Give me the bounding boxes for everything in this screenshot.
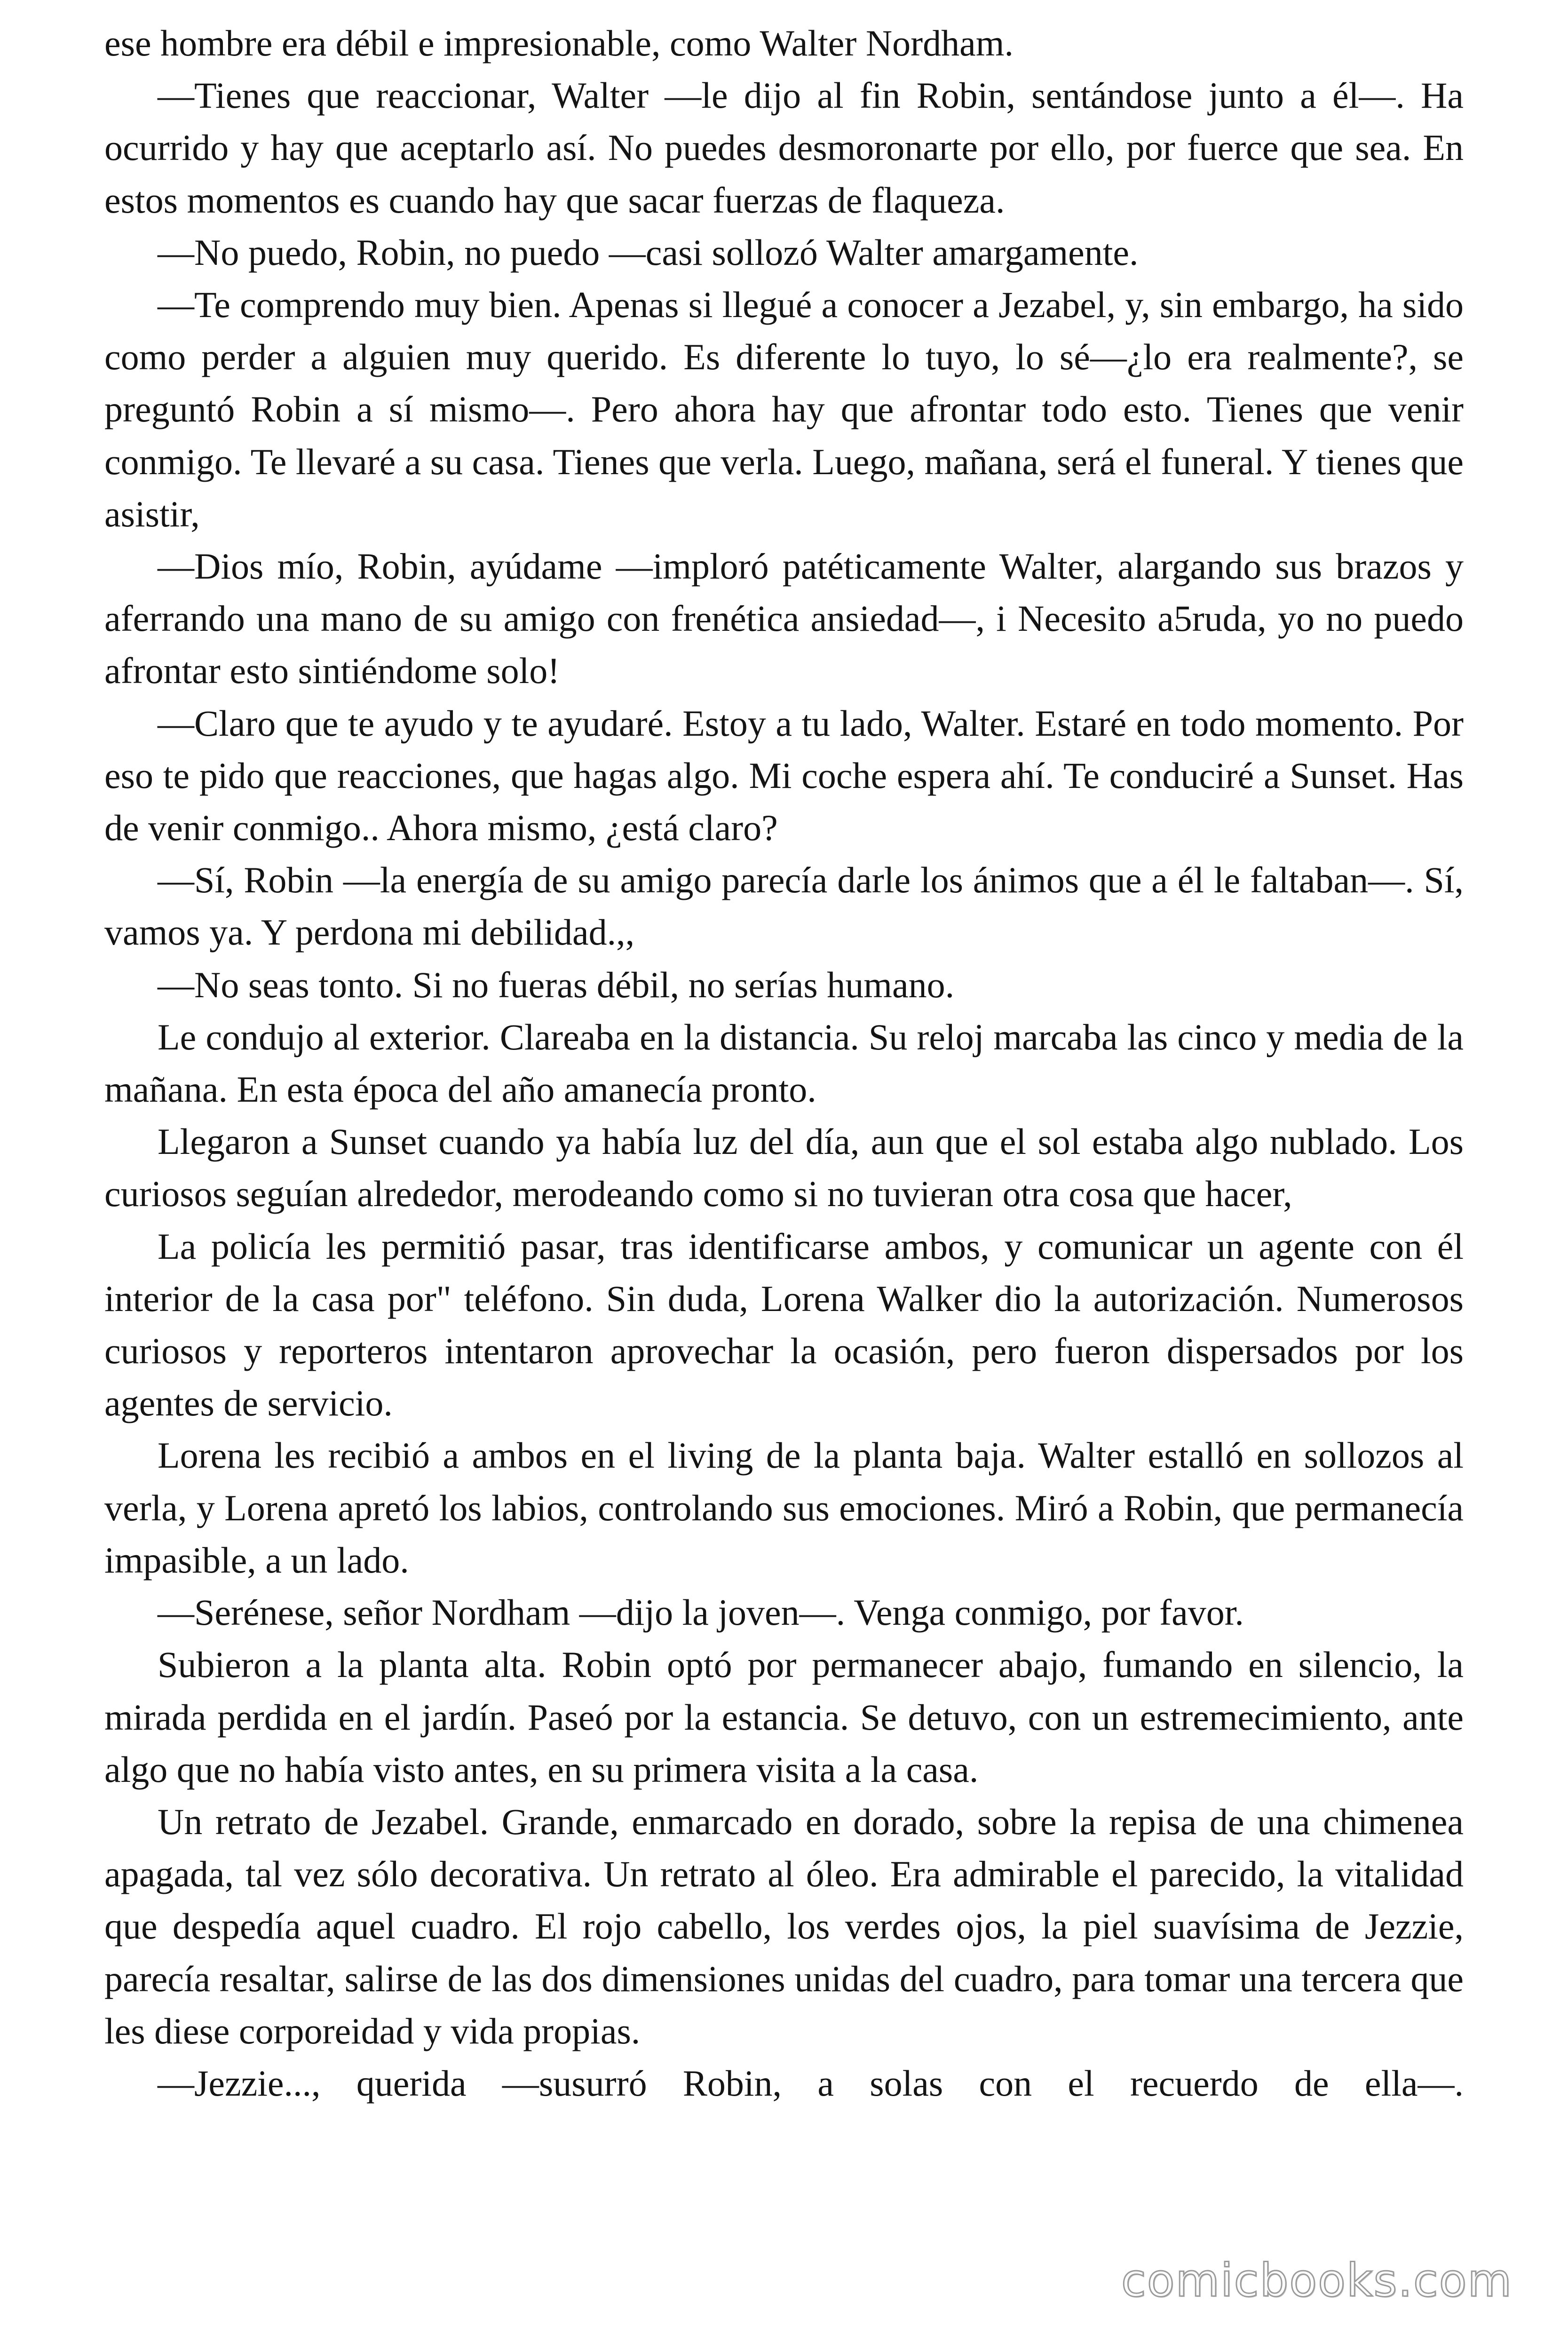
paragraph: ese hombre era débil e impresionable, como Walter Nordham. bbox=[104, 23, 1014, 64]
paragraph: —Jezzie..., querida —susurró Robin, a solas con el recuerdo de ella—. bbox=[158, 2062, 1464, 2104]
paragraph: —No seas tonto. Si no fueras débil, no serías humano. bbox=[158, 964, 955, 1005]
paragraph: —Te comprendo muy bien. Apenas si llegué a conocer a Jezabel, y, sin embargo, ha sido como perder a alguien muy querido. Es diferente lo tuyo, lo sé—¿lo era realmente?, se preguntó Robin a sí mismo—. Pero ahora hay que afrontar todo esto. Tienes que venir conmigo. Te llevaré a su casa. Tienes que verla. Luego, mañana, será el funeral. Y tienes que asistir, bbox=[104, 284, 1464, 534]
paragraph: Subieron a la planta alta. Robin optó por permanecer abajo, fumando en silencio, la mirada perdida en el jardín. Paseó por la estancia. Se detuvo, con un estremecimiento, ante algo que no había visto antes, en su primera visita a la casa. bbox=[104, 1644, 1464, 1790]
paragraph: —Serénese, señor Nordham —dijo la joven—. Venga conmigo, por favor. bbox=[158, 1592, 1244, 1633]
body-text bbox=[104, 17, 1464, 2109]
paragraph: —Tienes que reaccionar, Walter —le dijo al fin Robin, sentándose junto a él—. Ha ocurrido y hay que aceptarlo así. No puedes desmoronarte por ello, por fuerce que sea. En estos momentos es cuando hay que sacar fuerzas de flaqueza. bbox=[104, 75, 1464, 221]
paragraph: —Dios mío, Robin, ayúdame —imploró patéticamente Walter, alargando sus brazos y aferrando una mano de su amigo con frenética ansiedad—, i Necesito a5ruda, yo no puedo afrontar esto sintiéndome solo! bbox=[104, 546, 1464, 691]
paragraph: —No puedo, Robin, no puedo —casi sollozó Walter amargamente. bbox=[158, 231, 1139, 273]
watermark: comicbooks.com bbox=[1121, 2254, 1513, 2307]
paragraph: Le condujo al exterior. Clareaba en la distancia. Su reloj marcaba las cinco y media de la mañana. En esta época del año amanecía pronto. bbox=[104, 1016, 1464, 1110]
paragraph: La policía les permitió pasar, tras identificarse ambos, y comunicar un agente con él interior de la casa por" teléfono. Sin duda, Lorena Walker dio la autorización. Numerosos curiosos y reporteros intentaron aprovechar la ocasión, pero fueron dispersados por los agentes de servicio. bbox=[104, 1225, 1464, 1424]
paragraph: Un retrato de Jezabel. Grande, enmarcado en dorado, sobre la repisa de una chimenea apagada, tal vez sólo decorativa. Un retrato al óleo. Era admirable el parecido, la vitalidad que despedía aquel cuadro. El rojo cabello, los verdes ojos, la piel suavísima de Jezzie, parecía resaltar, salirse de las dos dimensiones unidas del cuadro, para tomar una tercera que les diese corporeidad y vida propias. bbox=[104, 1801, 1464, 2051]
paragraph: Lorena les recibió a ambos en el living de la planta baja. Walter estalló en sollozos al verla, y Lorena apretó los labios, controlando sus emociones. Miró a Robin, que permanecía impasible, a un lado. bbox=[104, 1435, 1464, 1581]
paragraph: —Claro que te ayudo y te ayudaré. Estoy a tu lado, Walter. Estaré en todo momento. Por eso te pido que reacciones, que hagas algo. Mi coche espera ahí. Te conduciré a Sunset. Has de venir conmigo.. Ahora mismo, ¿está claro? bbox=[104, 702, 1464, 849]
paragraph: —Sí, Robin —la energía de su amigo parecía darle los ánimos que a él le faltaban—. Sí, vamos ya. Y perdona mi debilidad.,, bbox=[104, 859, 1464, 953]
paragraph: Llegaron a Sunset cuando ya había luz del día, aun que el sol estaba algo nublado. Los curiosos seguían alrededor, merodeando como si no tuvieran otra cosa que hacer, bbox=[104, 1121, 1464, 1215]
